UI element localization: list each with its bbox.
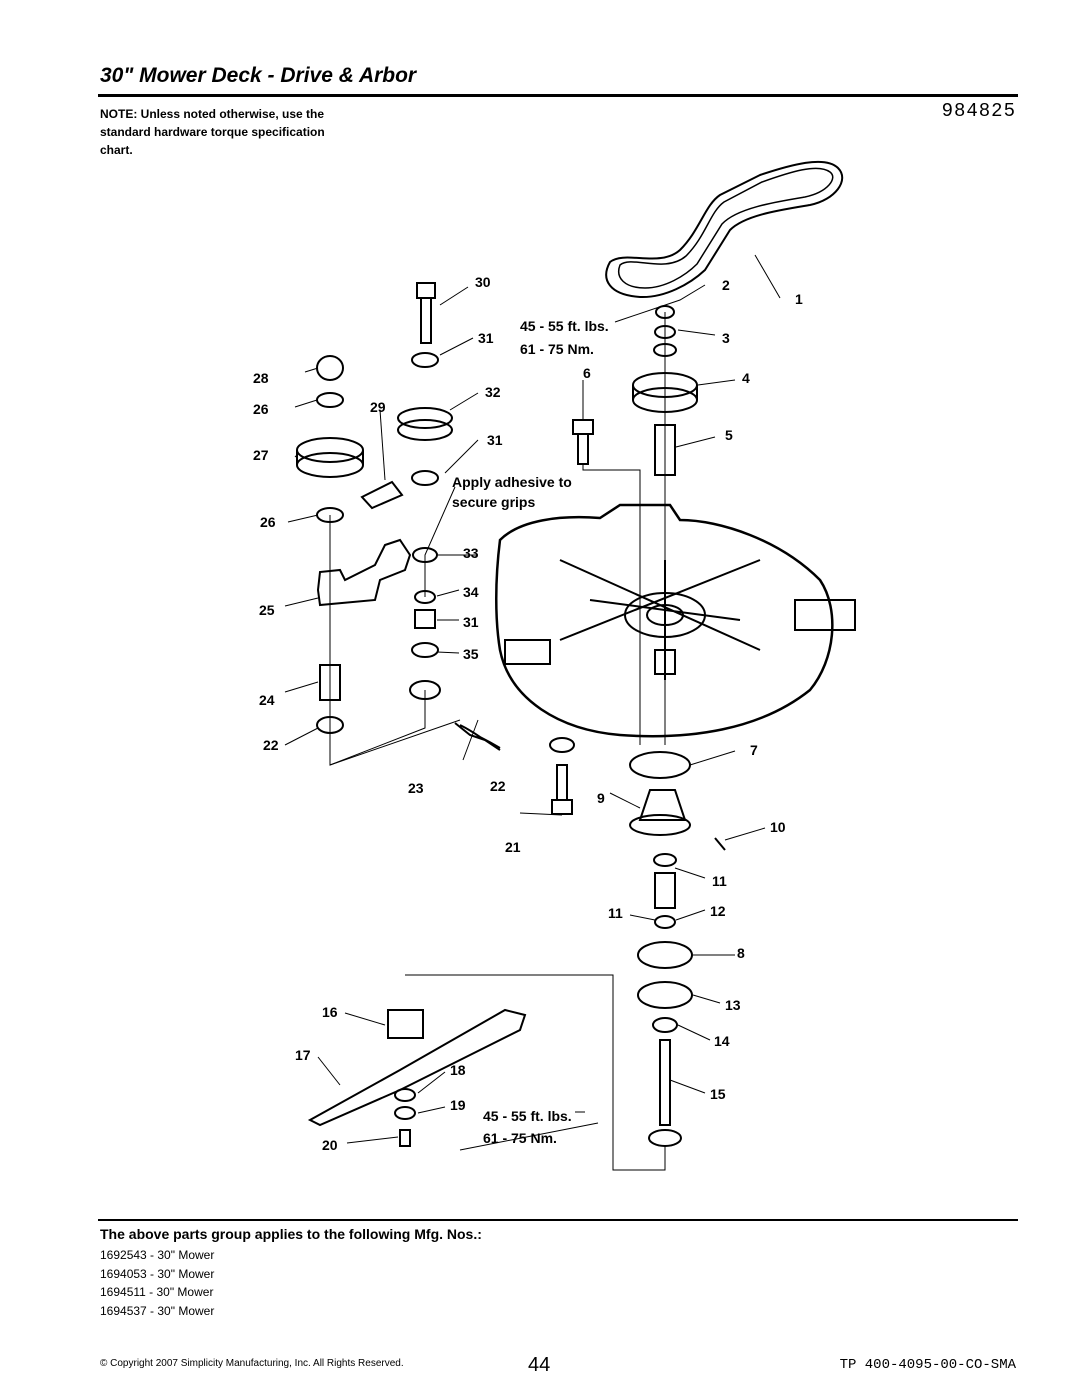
callout-12: 12 (710, 903, 726, 919)
callout-15: 15 (710, 1086, 726, 1102)
torque-note: NOTE: Unless noted otherwise, use the standard hardware torque specification chart. (100, 107, 325, 157)
page-number: 44 (528, 1354, 551, 1376)
callout-13: 13 (725, 997, 741, 1013)
callout-11b: 11 (608, 905, 623, 921)
callout-6: 6 (583, 365, 591, 381)
callout-35: 35 (463, 646, 479, 662)
model-item: 1694537 - 30" Mower (100, 1303, 215, 1318)
copyright-text: © Copyright 2007 Simplicity Manufacturing, Inc. All Rights Reserved. (100, 1358, 404, 1369)
torque-spec-bottom-nm: 61 - 75 Nm. (483, 1130, 557, 1146)
callout-26a: 26 (253, 401, 269, 417)
callout-22b: 22 (490, 778, 506, 794)
callout-8: 8 (737, 945, 745, 961)
model-item: 1692543 - 30" Mower (100, 1248, 215, 1262)
callout-23: 23 (408, 780, 424, 796)
callout-19: 19 (450, 1097, 466, 1113)
callout-34: 34 (463, 584, 479, 600)
callout-9: 9 (597, 790, 605, 806)
callout-31c: 31 (463, 614, 479, 630)
callout-31a: 31 (478, 330, 494, 346)
callout-16: 16 (322, 1004, 338, 1020)
callout-32: 32 (485, 384, 501, 400)
callout-25: 25 (259, 602, 275, 618)
callout-22a: 22 (263, 737, 279, 753)
callout-24: 24 (259, 692, 275, 708)
torque-spec-top-ftlbs: 45 - 55 ft. lbs. (520, 318, 609, 334)
model-item: 1694053 - 30" Mower (100, 1266, 215, 1281)
callout-30: 30 (475, 274, 491, 290)
applies-heading: The above parts group applies to the following Mfg. Nos.: (100, 1226, 482, 1242)
section-rule (98, 1219, 1018, 1221)
callout-3: 3 (722, 330, 730, 346)
adhesive-note-line2: secure grips (452, 494, 536, 510)
callout-11a: 11 (712, 873, 727, 889)
callout-17: 17 (295, 1047, 311, 1063)
callout-1: 1 (795, 291, 803, 307)
callout-10: 10 (770, 819, 786, 835)
callout-5: 5 (725, 427, 733, 443)
callout-20: 20 (322, 1137, 338, 1153)
adhesive-note-line1: Apply adhesive to (452, 474, 572, 490)
callout-2: 2 (722, 277, 730, 293)
callout-21: 21 (505, 839, 521, 855)
callout-31b: 31 (487, 432, 503, 448)
torque-spec-top-nm: 61 - 75 Nm. (520, 341, 594, 357)
callout-33: 33 (463, 545, 479, 561)
model-list (100, 1246, 214, 1320)
callout-29: 29 (370, 399, 386, 415)
callout-28: 28 (253, 370, 269, 386)
callout-18: 18 (450, 1062, 466, 1078)
callout-4: 4 (742, 370, 750, 386)
document-code: TP 400-4095-00-CO-SMA (839, 1357, 1016, 1373)
document-number: 984825 (941, 100, 1016, 122)
callout-14: 14 (714, 1033, 730, 1049)
model-item: 1694511 - 30" Mower (100, 1285, 214, 1299)
page-title: 30" Mower Deck - Drive & Arbor (100, 64, 417, 87)
callout-26b: 26 (260, 514, 276, 530)
torque-spec-bottom-ftlbs: 45 - 55 ft. lbs. (483, 1108, 572, 1124)
callout-7: 7 (750, 742, 758, 758)
callout-27: 27 (253, 447, 269, 463)
